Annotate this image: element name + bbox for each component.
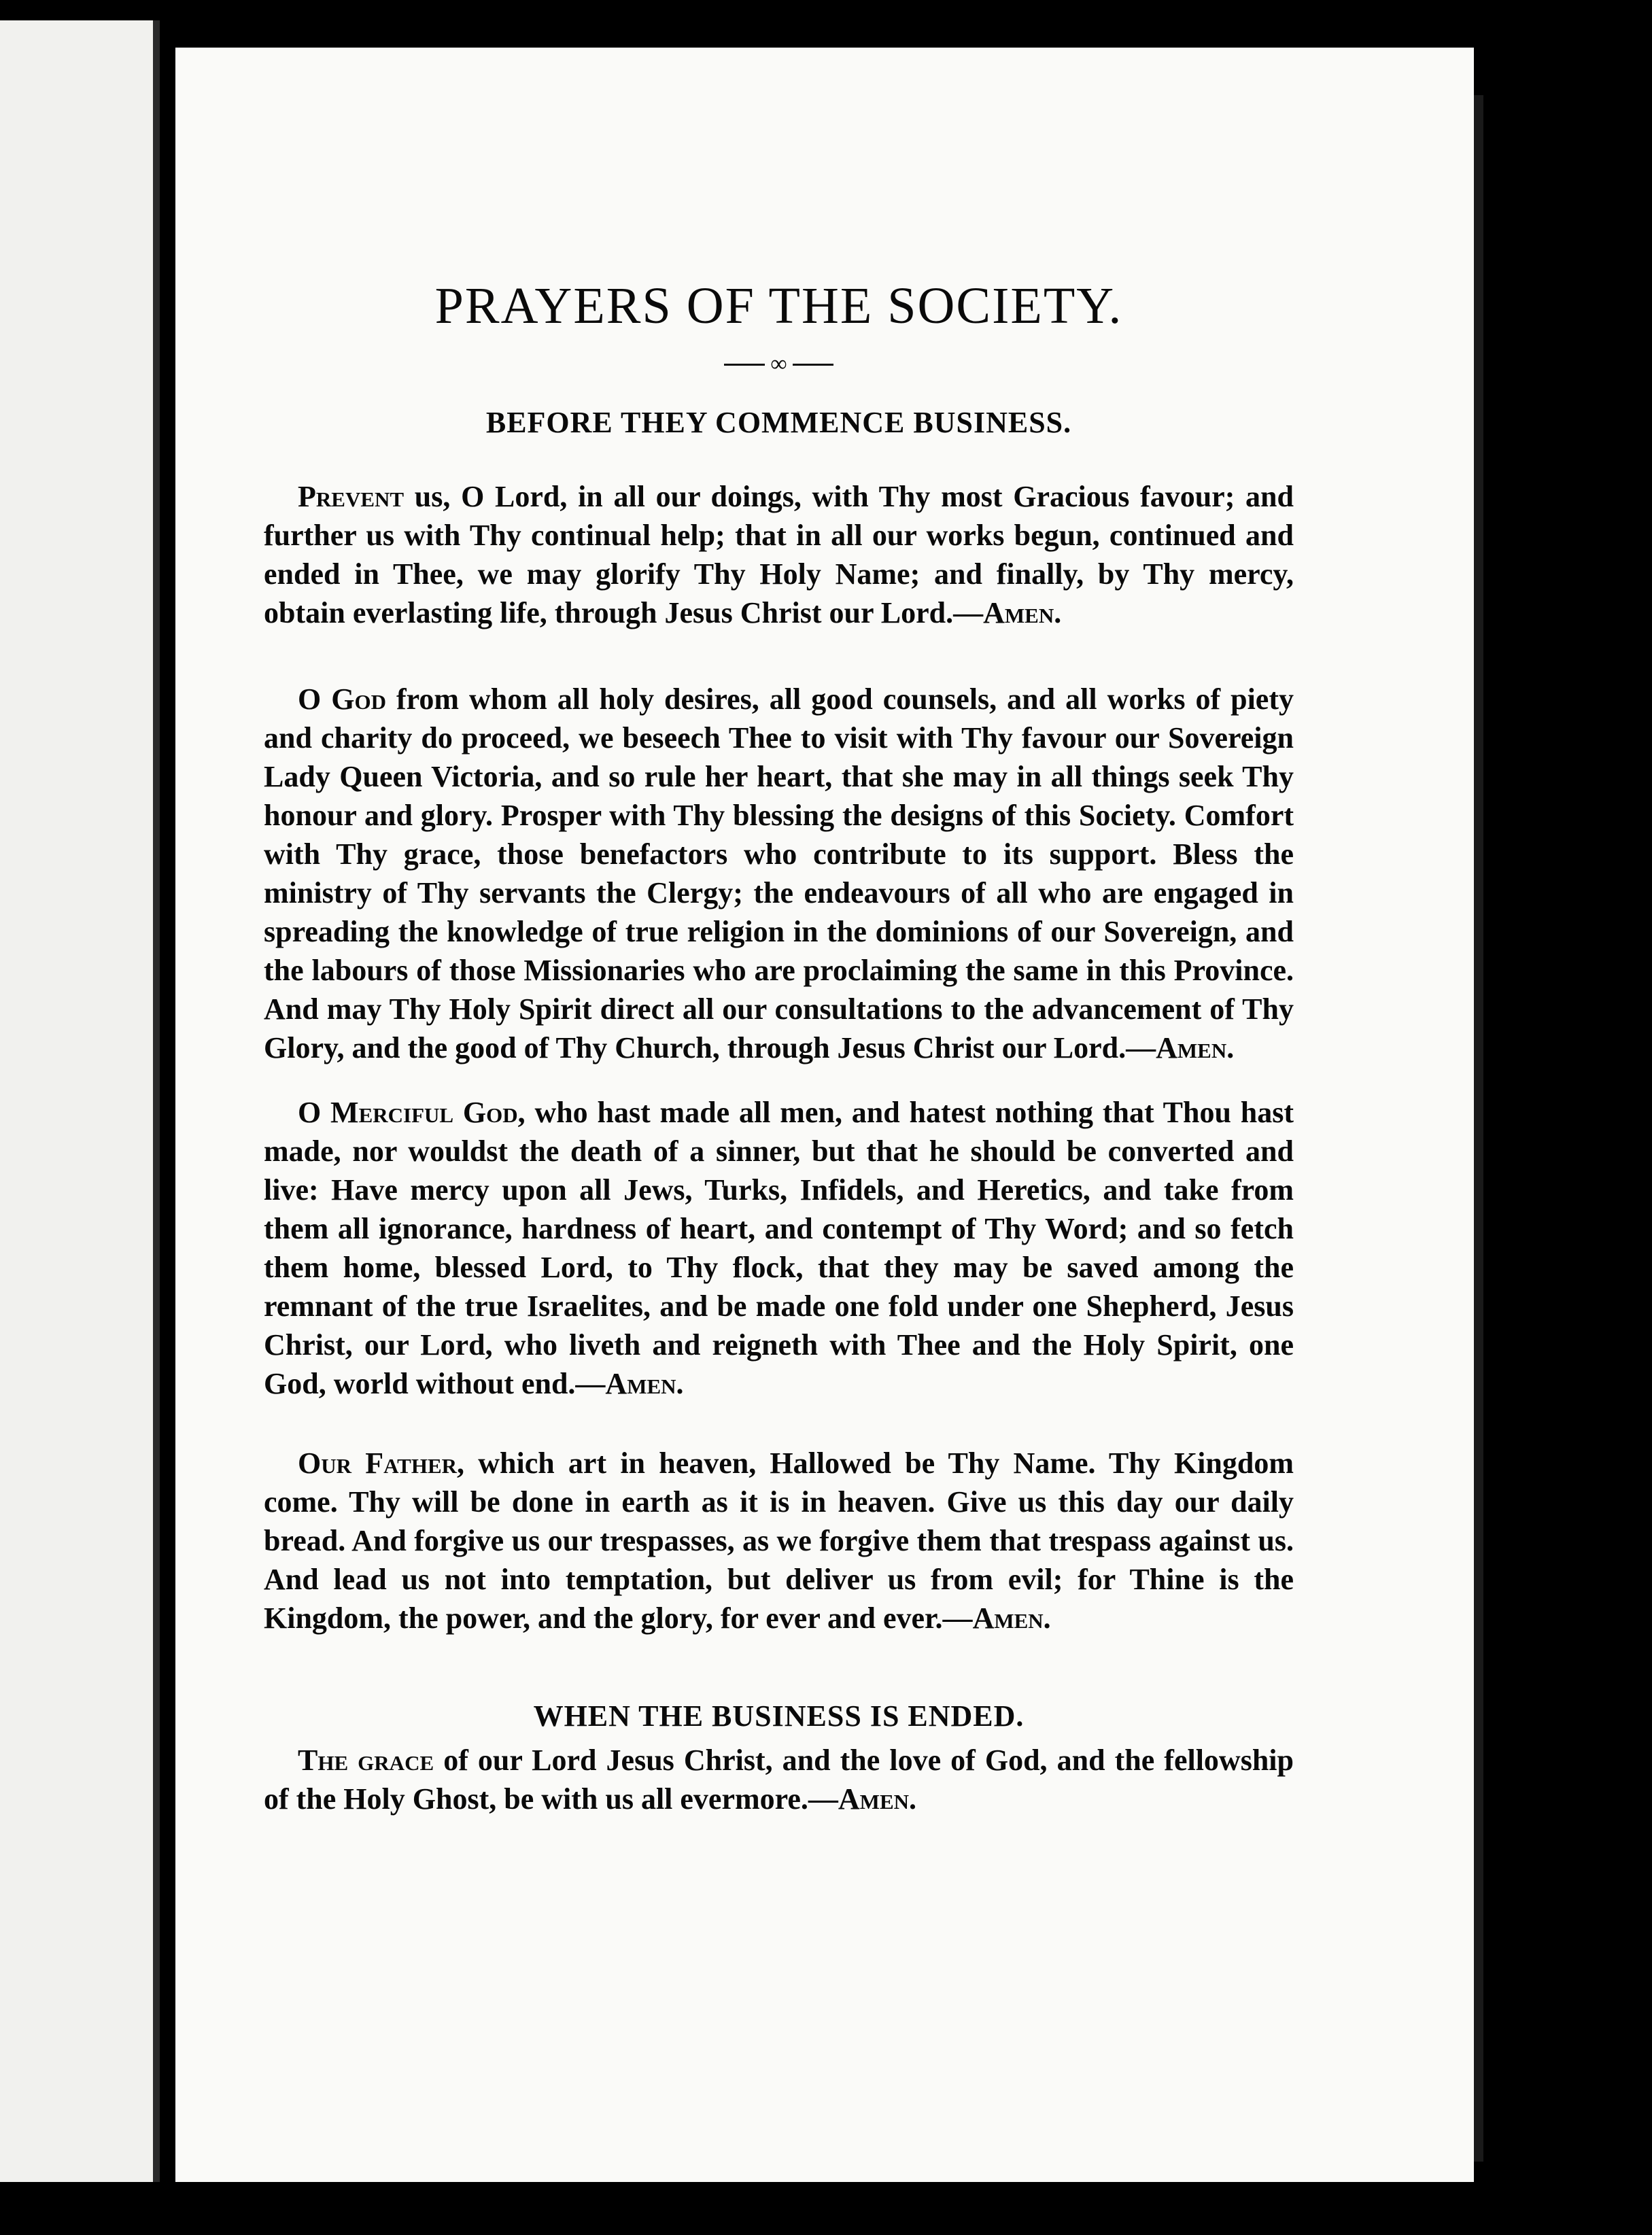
prayer-amen: Amen.: [1156, 1031, 1235, 1064]
prayer-amen: Amen.: [972, 1601, 1051, 1635]
prayer-amen: Amen.: [983, 596, 1062, 629]
prayer-prevent: [264, 477, 1294, 632]
title-divider: [264, 344, 1294, 385]
prayer-lead: O God: [298, 682, 386, 716]
page-content: [264, 272, 1294, 1818]
prayer-lead: Prevent: [298, 480, 405, 513]
ornament-icon: ∞: [770, 351, 787, 377]
prayer-body: who hast made all men, and hatest nothing that Thou hast made, nor wouldst the death of a sinner, but that he should be converted and live: Have mercy upon all Jews, Turks, Infidels, and Heretics, and take from them all ignorance, hardness of heart, and contempt of Thy Word; and so fetch them home, blessed Lord, to Thy flock, that they may be saved among the remnant of the true Israelites, and be made one fold under one Shepherd, Jesus Christ, our Lord, who liveth and reigneth with Thee and the Holy Spirit, one God, world without end.—: [264, 1096, 1294, 1400]
divider-rule-right: [793, 364, 833, 366]
facing-page: [0, 20, 160, 2182]
section-heading-before: BEFORE THEY COMMENCE BUSINESS.: [485, 406, 1072, 439]
prayer-lead: Our Father,: [298, 1446, 465, 1480]
prayer-body: from whom all holy desires, all good counsels, and all works of piety and charity do proceed, we beseech Thee to visit with Thy favour our Sovereign Lady Queen Victoria, and so rule her heart, that she may in all things seek Thy honour and glory. Prosper with Thy blessing the designs of this Society. Comfort with Thy grace, those benefactors who contribute to its support. Bless the ministry of Thy servants the Clergy; the endeavours of all who are engaged in spreading the knowledge of true religion in the dominions of our Sovereign, and the labours of those Missionaries who are proclaiming the same in this Province. And may Thy Holy Spirit direct all our consultations to the advancement of Thy Glory, and the good of Thy Church, through Jesus Christ our Lord.—: [264, 682, 1294, 1064]
prayer-amen: Amen.: [605, 1367, 684, 1400]
prayer-our-father: [264, 1444, 1294, 1638]
prayer-o-god: [264, 680, 1294, 1067]
divider-rule-left: [724, 364, 765, 366]
page-sheet: [175, 48, 1474, 2182]
prayer-the-grace: [264, 1741, 1294, 1818]
section-heading-ended: WHEN THE BUSINESS IS ENDED.: [533, 1699, 1025, 1733]
prayer-body: us, O Lord, in all our doings, with Thy most Gracious favour; and further us with Thy continual help; that in all our works begun, continued and ended in Thee, we may glorify Thy Holy Name; and finally, by Thy mercy, obtain everlasting life, through Jesus Christ our Lord.—: [264, 480, 1294, 629]
prayer-lead: The grace: [298, 1744, 434, 1777]
prayer-merciful-god: [264, 1093, 1294, 1403]
prayer-body: of our Lord Jesus Christ, and the love of God, and the fellowship of the Holy Ghost, be with us all evermore.—: [264, 1744, 1294, 1816]
page-title: PRAYERS OF THE SOCIETY.: [434, 277, 1123, 334]
book-spine: [153, 20, 160, 2182]
prayer-lead: O Merciful God,: [298, 1096, 526, 1129]
prayer-amen: Amen.: [838, 1782, 917, 1816]
page-edge: [1474, 95, 1483, 2162]
prayer-body: which art in heaven, Hallowed be Thy Name. Thy Kingdom come. Thy will be done in earth as it is in heaven. Give us this day our daily bread. And forgive us our trespasses, as we forgive them that trespass against us. And lead us not into temptation, but deliver us from evil; for Thine is the Kingdom, the power, and the glory, for ever and ever.—: [264, 1446, 1294, 1635]
